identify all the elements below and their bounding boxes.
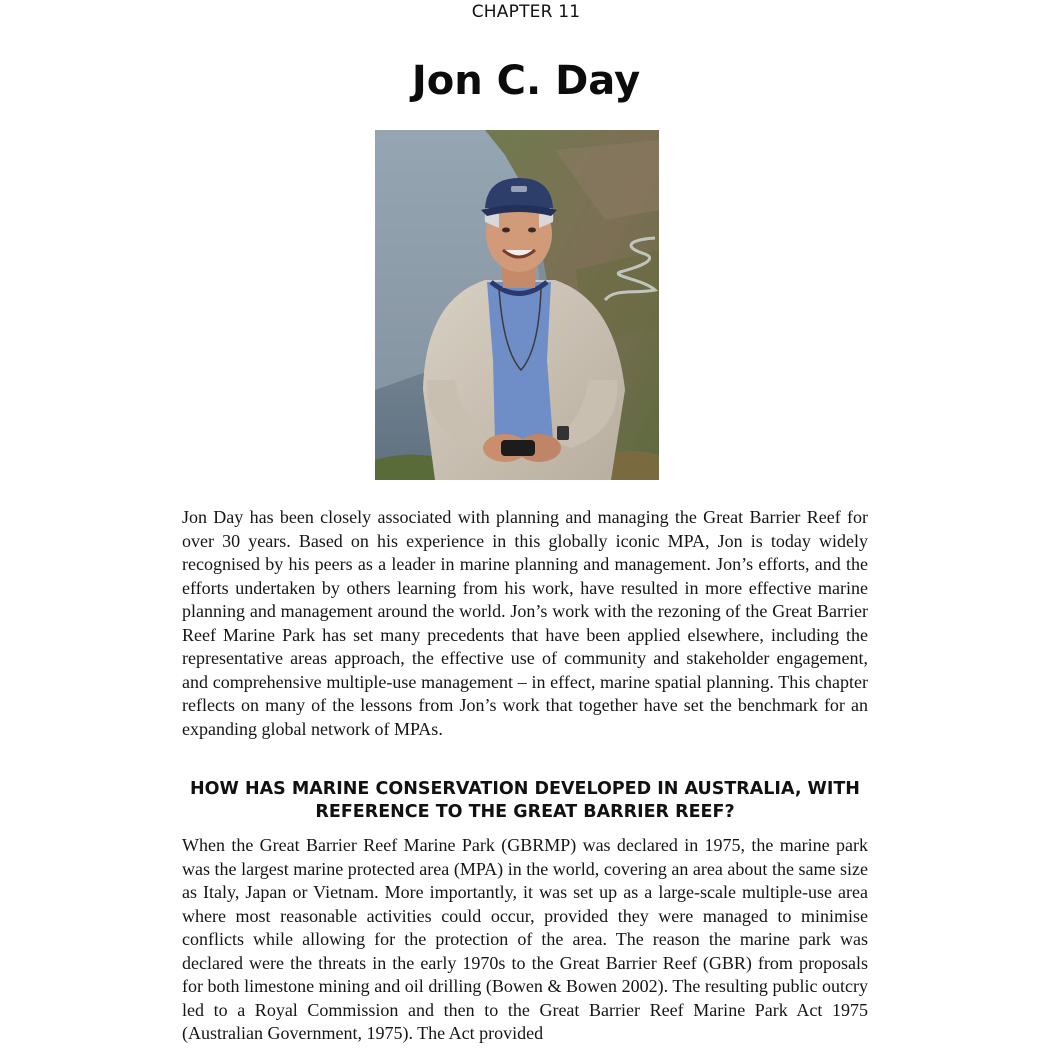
- chapter-title: Jon C. Day: [411, 58, 641, 104]
- section-paragraph: When the Great Barrier Reef Marine Park (GBRMP) was declared in 1975, the marine park was the largest marine protected area (MPA) in the world, covering an area about the same size as Italy, Japan or Vietnam. More importantly, it was set up as a large-scale multiple-use area where most reasonable activities could occur, provided they were managed to minimise conflicts while allowing for the protection of the area. The reason the marine park was declared were the threats in the early 1970s to the Great Barrier Reef (GBR) from proposals for both limestone mining and oil drilling (Bowen & Bowen 2002). The resulting public outcry led to a Royal Commission and then to the Great Barrier Reef Marine Park Act 1975 (Australian Government, 1975). The Act provided: [182, 835, 868, 1043]
- section-heading: HOW HAS MARINE CONSERVATION DEVELOPED IN AUSTRALIA, WITH REFERENCE TO THE GREAT BARRIER REEF?: [190, 779, 860, 822]
- portrait-photo-icon: [375, 130, 659, 480]
- chapter-label: CHAPTER 11: [471, 2, 581, 22]
- portrait-photo: [375, 130, 659, 480]
- intro-paragraph: Jon Day has been closely associated with planning and managing the Great Barrier Reef for over 30 years. Based on his experience in this globally iconic MPA, Jon is today widely recognised by his peers as a leader in marine planning and management. Jon’s efforts, and the efforts undertaken by others learning from his work, have resulted in more effective marine planning and management around the world. Jon’s work with the rezoning of the Great Barrier Reef Marine Park has set many precedents that have been applied elsewhere, including the representative areas approach, the effective use of community and stakeholder engagement, and comprehensive multiple-use management – in effect, marine spatial planning. This chapter reflects on many of the lessons from Jon’s work that together have set the benchmark for an expanding global network of MPAs.: [182, 507, 868, 739]
